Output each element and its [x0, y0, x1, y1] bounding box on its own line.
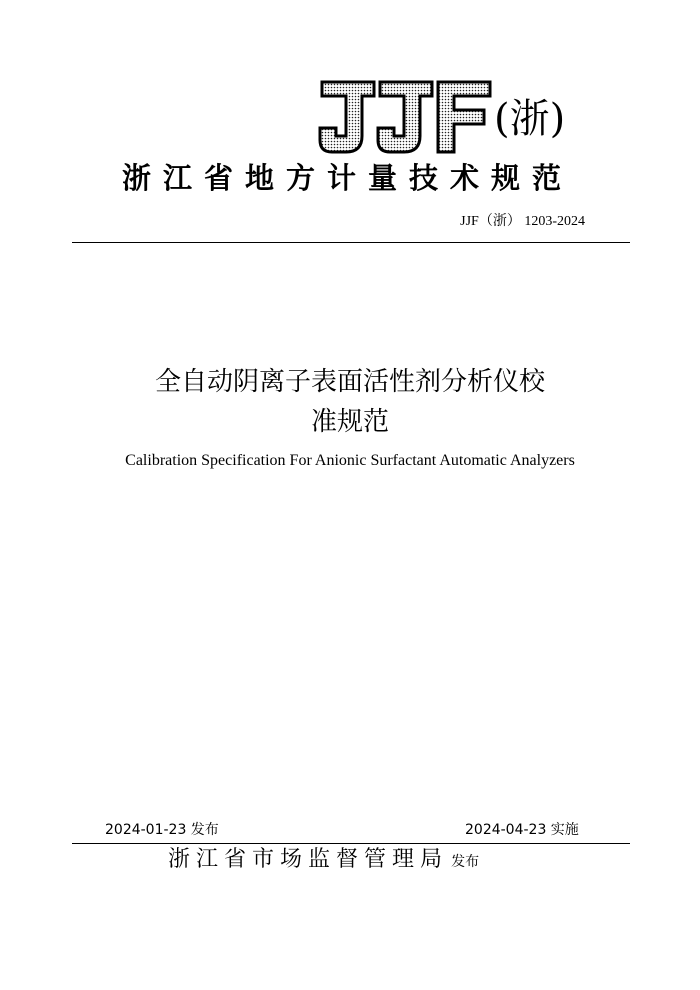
logo-letter-j2 [378, 82, 432, 152]
main-title-line1: 全自动阴离子表面活性剂分析仪校 [154, 367, 545, 397]
logo-suffix-text: (浙) [494, 96, 566, 142]
english-title: Calibration Specification For Anionic Surfactant Automatic Analyzers [125, 452, 575, 469]
logo-letter-f [438, 82, 490, 152]
main-title [60, 362, 640, 442]
top-divider [72, 242, 630, 243]
publisher-suffix: 发布 [451, 854, 480, 870]
jjf-logo [318, 80, 588, 158]
publisher-name: 浙江省市场监督管理局 [168, 847, 449, 872]
logo-letter-j1 [320, 82, 374, 152]
org-title: 浙江省地方计量技术规范 [122, 161, 574, 195]
implement-date: 2024-04-23 实施 [465, 822, 579, 838]
jjf-logo-graphic [318, 80, 588, 158]
publisher [168, 843, 479, 879]
doc-number: JJF（浙） 1203-2024 [460, 214, 585, 229]
issue-date: 2024-01-23 发布 [105, 822, 219, 838]
main-title-line2: 准规范 [310, 407, 389, 437]
